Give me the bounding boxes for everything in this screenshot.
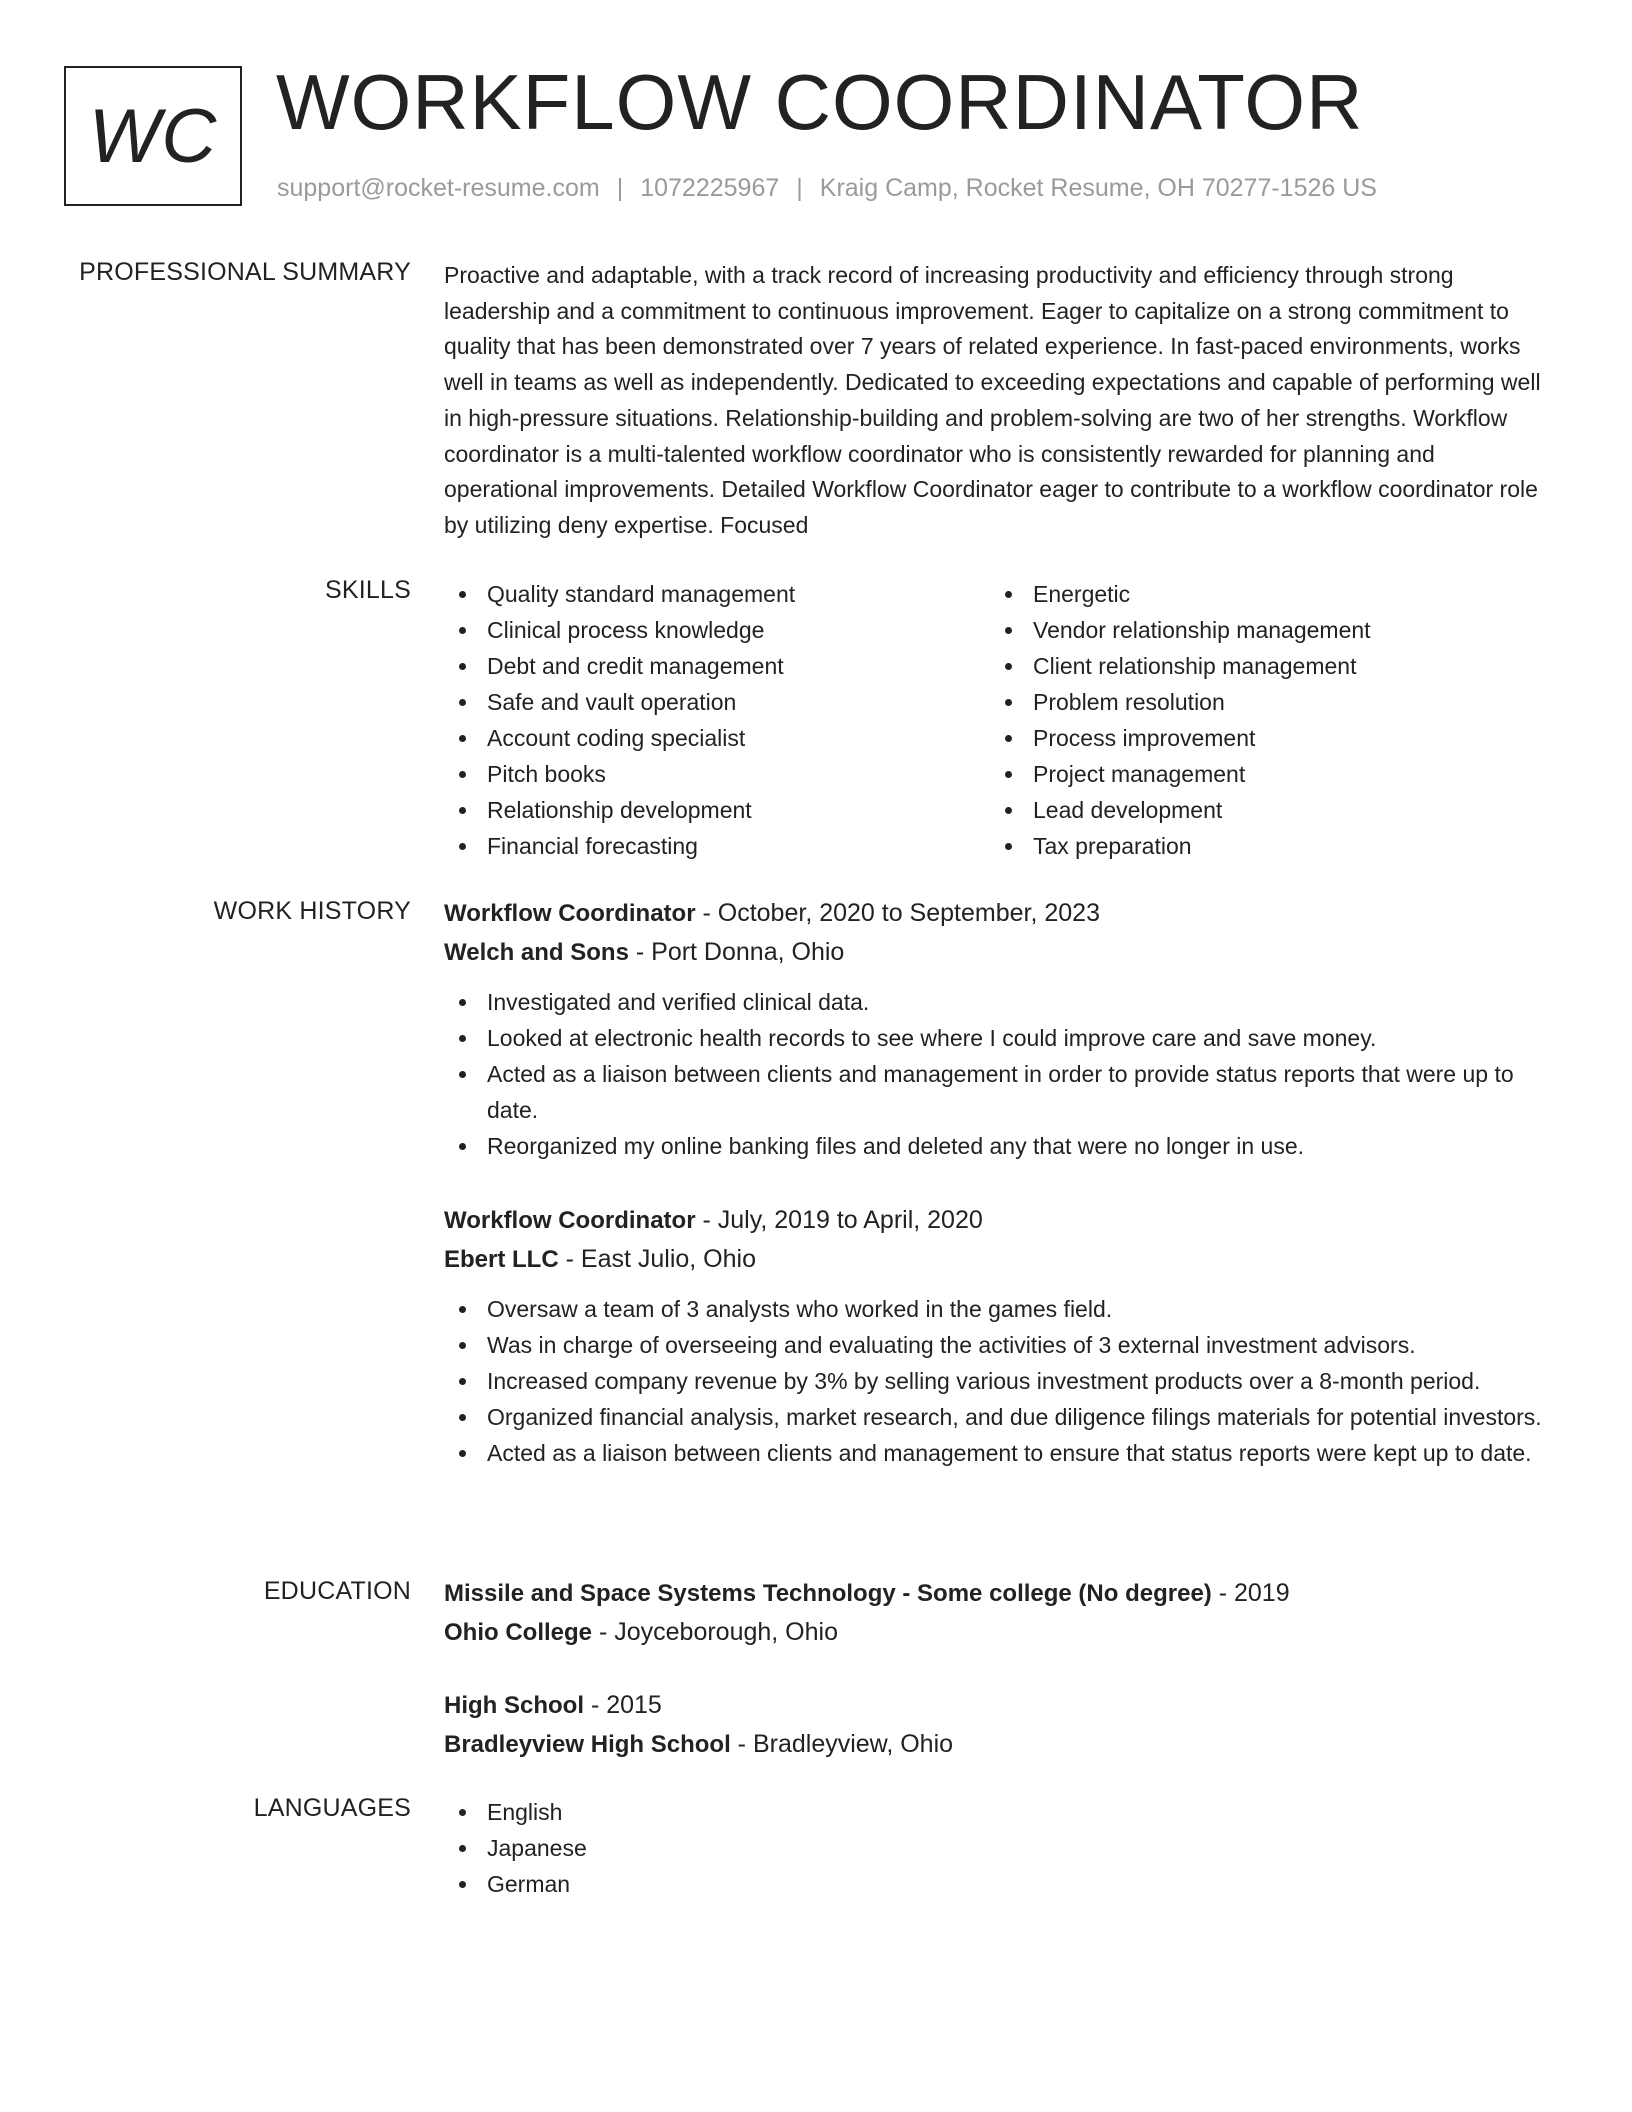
skill-item: Clinical process knowledge <box>444 612 990 648</box>
job-title-line <box>444 1201 1554 1240</box>
summary-heading: PROFESSIONAL SUMMARY <box>79 258 411 286</box>
education-degree-line <box>444 1686 1554 1725</box>
language-item: English <box>444 1794 1554 1830</box>
job-bullet: Oversaw a team of 3 analysts who worked in the games field. <box>444 1291 1554 1327</box>
education-school: Ohio College <box>444 1619 593 1646</box>
education-degree: High School <box>444 1692 584 1719</box>
skill-item: Pitch books <box>444 756 990 792</box>
education-location: - Bradleyview, Ohio <box>730 1730 954 1758</box>
education-entry <box>444 1686 1554 1764</box>
skill-item: Problem resolution <box>990 684 1536 720</box>
skill-item: Client relationship management <box>990 648 1536 684</box>
contact-email[interactable]: support@rocket-resume.com <box>277 174 600 202</box>
job-bullet: Organized financial analysis, market research, and due diligence filings materials for potential investors. <box>444 1399 1554 1435</box>
education-heading: EDUCATION <box>263 1577 411 1605</box>
skill-item: Quality standard management <box>444 576 990 612</box>
summary-text: Proactive and adaptable, with a track record of increasing productivity and efficiency through strong leadership and a commitment to continuous improvement. Eager to capitalize on a strong commitment to quality that has been demonstrated over 7 years of related experience. In fast-paced environments, works well in teams as well as independently. Dedicated to exceeding expectations and capable of performing well in high-pressure situations. Relationship-building and problem-solving are two of her strengths. Workflow coordinator is a multi-talented workflow coordinator who is consistently rewarded for planning and operational improvements. Detailed Workflow Coordinator eager to contribute to a workflow coordinator role by utilizing deny expertise. Focused <box>444 262 1541 538</box>
skill-item: Tax preparation <box>990 828 1536 864</box>
contact-separator: | <box>616 174 624 202</box>
job-bullet: Looked at electronic health records to see where I could improve care and save money. <box>444 1020 1554 1056</box>
education-year: - 2015 <box>584 1691 662 1719</box>
job-org-line <box>444 1240 1554 1279</box>
resume-name: WORKFLOW COORDINATOR <box>276 58 1364 146</box>
languages-list <box>444 1794 1554 1902</box>
job-company: Ebert LLC <box>444 1246 559 1273</box>
skills-list-left <box>444 576 990 864</box>
job-location: - East Julio, Ohio <box>558 1245 756 1273</box>
job-bullet: Was in charge of overseeing and evaluating the activities of 3 external investment advisors. <box>444 1327 1554 1363</box>
skill-item: Financial forecasting <box>444 828 990 864</box>
education-degree-line <box>444 1574 1554 1613</box>
job-org-line <box>444 933 1554 972</box>
job-company: Welch and Sons <box>444 939 629 966</box>
language-item: German <box>444 1866 1554 1902</box>
job-bullet: Increased company revenue by 3% by selling various investment products over a 8-month period. <box>444 1363 1554 1399</box>
skills-heading: SKILLS <box>325 576 411 604</box>
job-dates: - July, 2019 to April, 2020 <box>695 1206 983 1234</box>
skill-item: Safe and vault operation <box>444 684 990 720</box>
skill-item: Process improvement <box>990 720 1536 756</box>
job-title: Workflow Coordinator <box>444 900 696 927</box>
skills-list-right <box>990 576 1536 864</box>
skill-item: Debt and credit management <box>444 648 990 684</box>
work-history-heading: WORK HISTORY <box>213 897 411 925</box>
education-school: Bradleyview High School <box>444 1731 731 1758</box>
contact-separator: | <box>796 174 803 202</box>
job-bullet: Acted as a liaison between clients and management in order to provide status reports that were up to date. <box>444 1056 1554 1128</box>
skill-item: Relationship development <box>444 792 990 828</box>
contact-line <box>277 174 1377 203</box>
skill-item: Project management <box>990 756 1536 792</box>
education-location: - Joyceborough, Ohio <box>592 1618 838 1646</box>
education-year: - 2019 <box>1211 1579 1290 1607</box>
education-school-line <box>444 1725 1554 1764</box>
job-bullet: Reorganized my online banking files and deleted any that were no longer in use. <box>444 1128 1554 1164</box>
skill-item: Lead development <box>990 792 1536 828</box>
education-entry <box>444 1574 1554 1652</box>
languages-heading: LANGUAGES <box>253 1794 411 1822</box>
job-bullet: Acted as a liaison between clients and management to ensure that status reports were kept up to date. <box>444 1435 1554 1471</box>
skill-item: Account coding specialist <box>444 720 990 756</box>
job-bullet-list <box>444 1291 1554 1471</box>
education-degree: Missile and Space Systems Technology - Some college (No degree) <box>444 1580 1212 1607</box>
job-dates: - October, 2020 to September, 2023 <box>695 899 1100 927</box>
contact-address: Kraig Camp, Rocket Resume, OH 70277-1526 US <box>819 174 1377 202</box>
education-school-line <box>444 1613 1554 1652</box>
monogram-logo: WC <box>64 66 242 206</box>
job-bullet: Investigated and verified clinical data. <box>444 984 1554 1020</box>
job-title: Workflow Coordinator <box>444 1207 696 1234</box>
skill-item: Vendor relationship management <box>990 612 1536 648</box>
job-entry <box>444 1201 1554 1471</box>
job-bullet-list <box>444 984 1554 1164</box>
language-item: Japanese <box>444 1830 1554 1866</box>
job-title-line <box>444 894 1554 933</box>
job-entry <box>444 894 1554 1164</box>
job-location: - Port Donna, Ohio <box>628 938 845 966</box>
skill-item: Energetic <box>990 576 1536 612</box>
contact-phone[interactable]: 1072225967 <box>640 174 780 202</box>
